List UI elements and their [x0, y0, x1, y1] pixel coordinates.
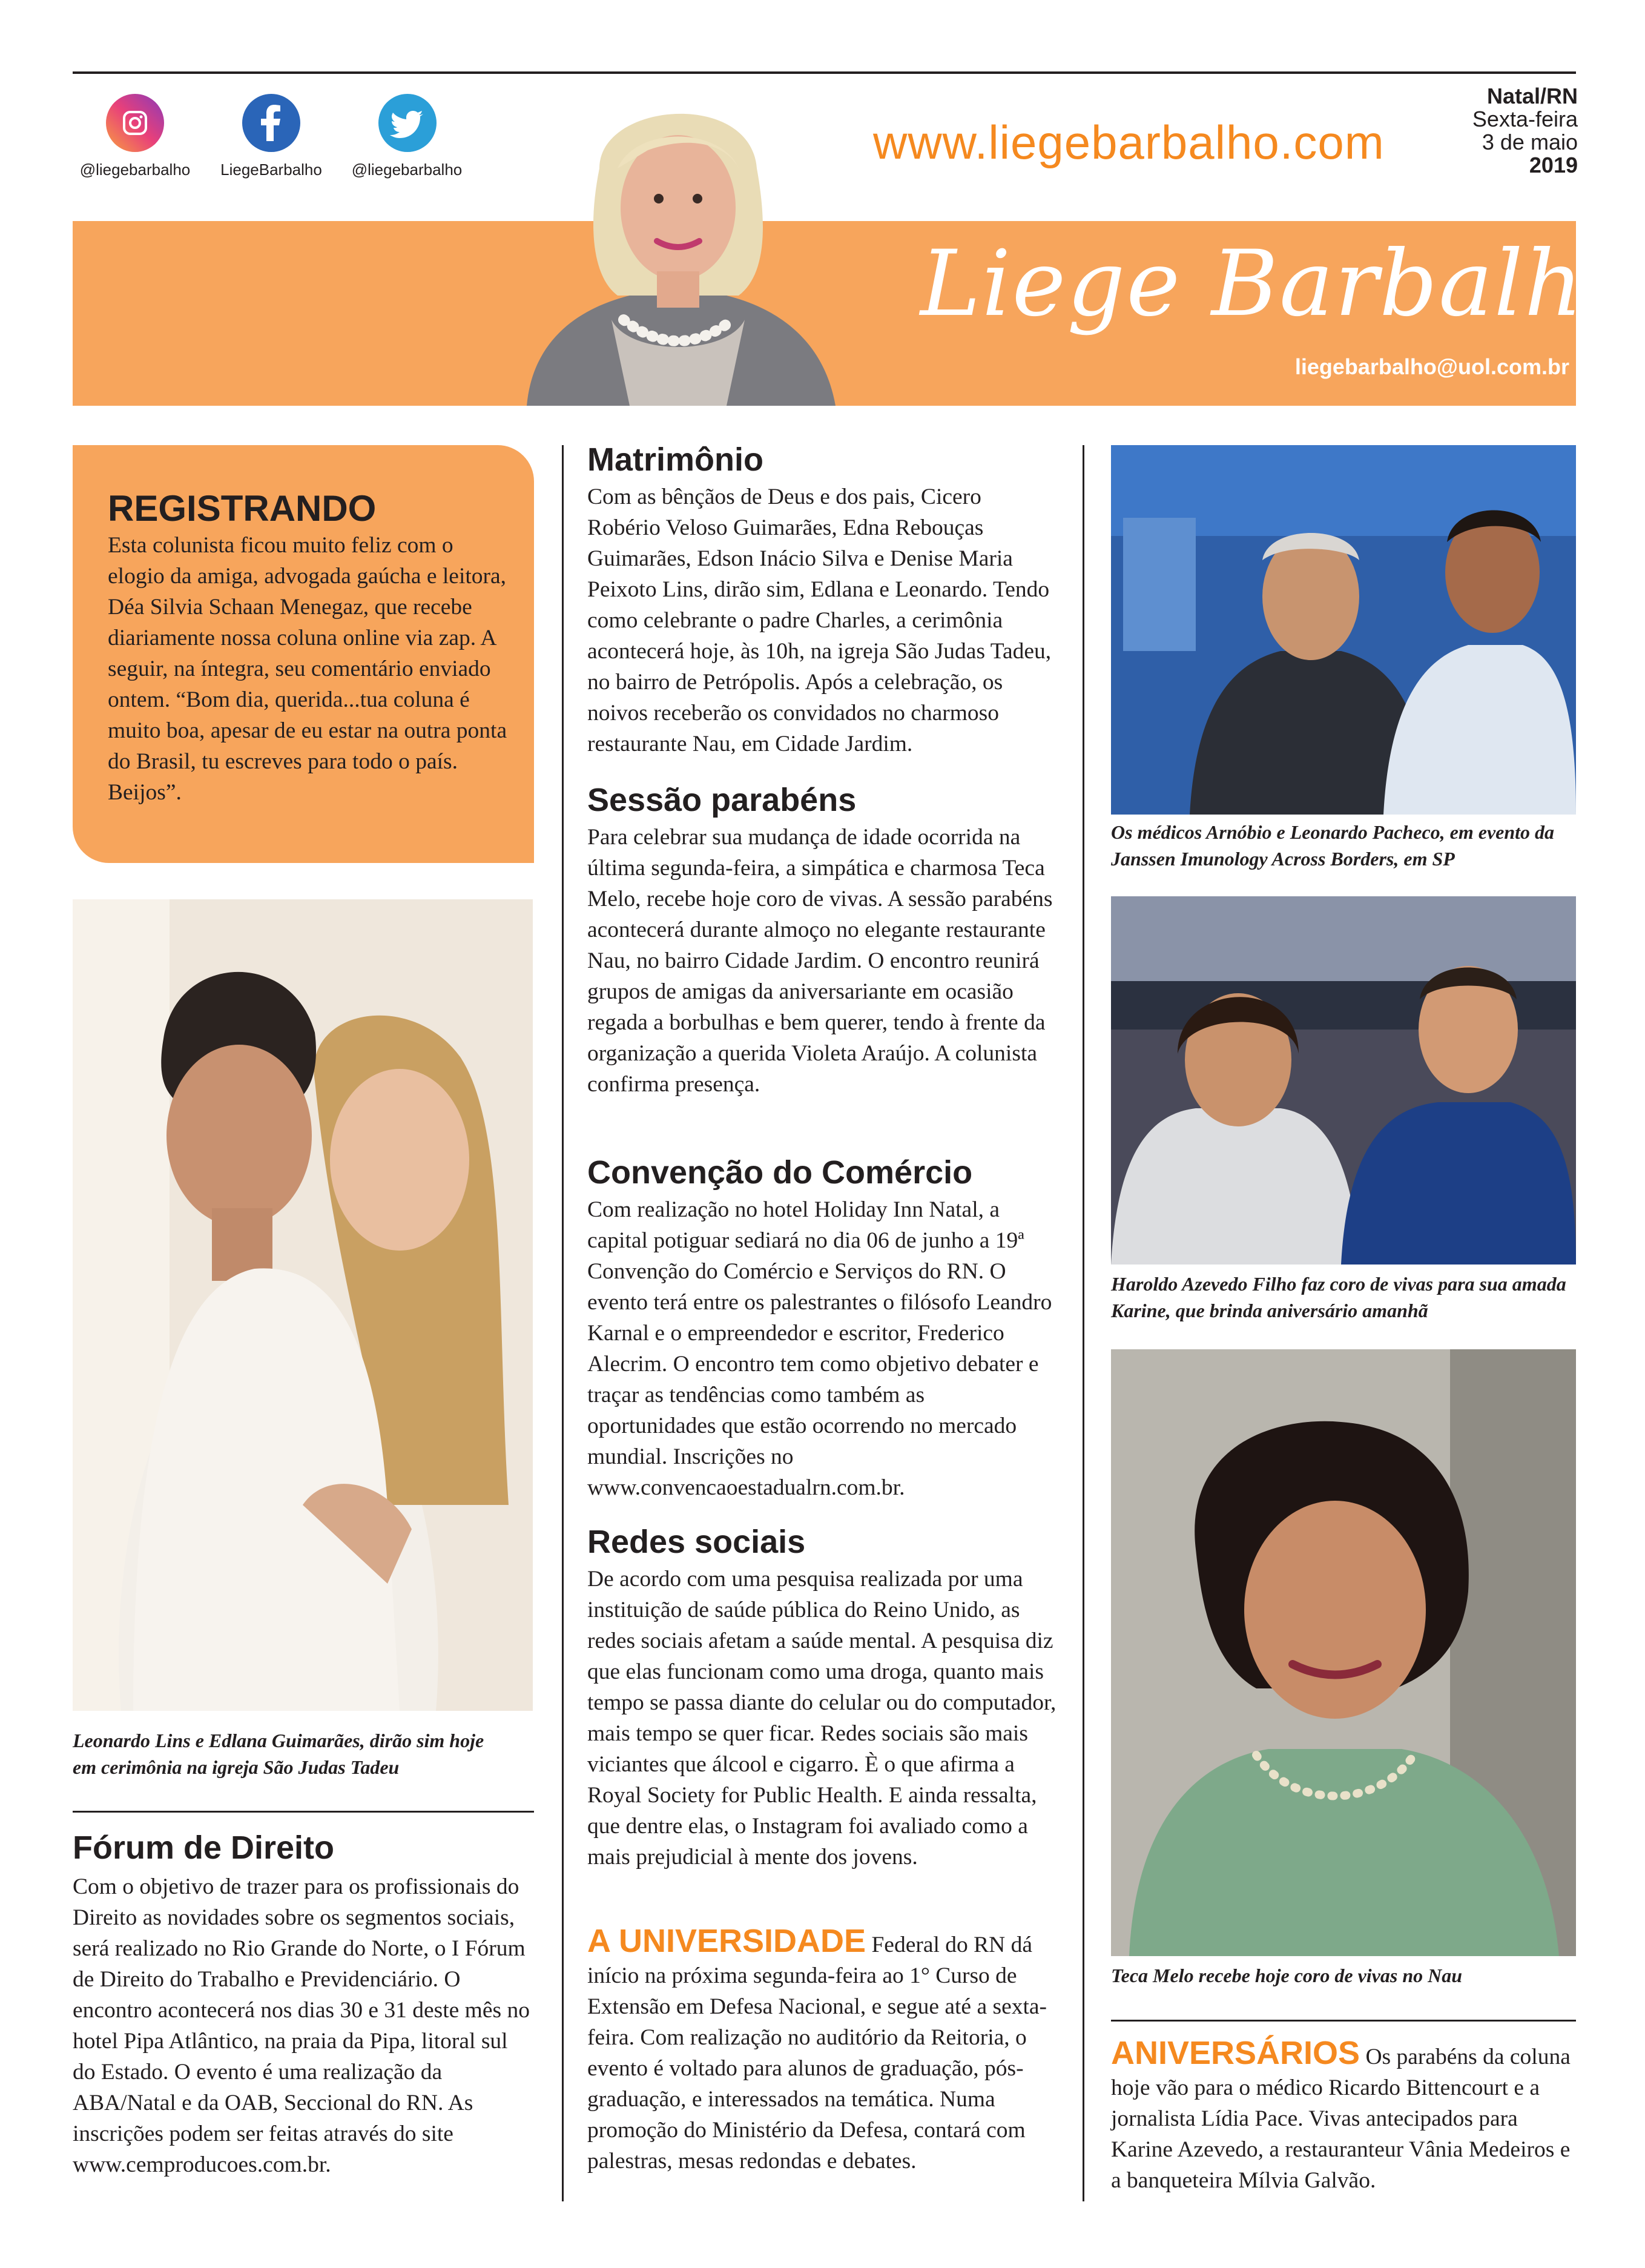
convencao-body: Com realização no hotel Holiday Inn Natal, a capital potiguar sediará no dia 06 de junho a 19ª Convenção do Comércio e Serviços do RN. O evento terá entre os palestrantes o filósofo Leandro Karnal e o empreendedor e escritor, Frederico Alecrim. O encontro tem como objetivo debater e traçar as tendências como também as oportunidades que estão ocorrendo no mercado mundial. Inscrições no www.convencaoestadualrn.com.br.: [587, 1197, 1052, 1500]
redes-body: De acordo com uma pesquisa realizada por uma instituição de saúde pública do Reino Unido, as redes sociais afetam a saúde mental. A pesquisa diz que elas funcionam como uma droga, quanto mais tempo se passa diante do celular ou do computador, mais tempo se quer ficar. Redes sociais são mais viciantes que álcool e cigarro. È o que afirma a Royal Society for Public Health. E ainda ressalta, que dentre elas, o Instagram foi avaliado como a mais prejudicial à mente dos jovens.: [587, 1567, 1057, 1870]
matrimonio-body: Com as bênçãos de Deus e dos pais, Cicero Robério Veloso Guimarães, Edna Rebouças Guimarães, Edson Inácio Silva e Denise Maria Peixoto Lins, dirão sim, Edlana e Leonardo. Tendo como celebrante o padre Charles, a cerimônia acontecerá hoje, às 10h, na igreja São Judas Tadeu, no bairro de Petrópolis. Após a celebração, os noivos receberão os convidados no charmoso restaurante Nau, em Cidade Jardim.: [587, 484, 1052, 756]
dateline-weekday: Sexta-feira: [1472, 107, 1578, 131]
facebook-icon[interactable]: [242, 94, 300, 152]
dateline-date: 3 de maio: [1482, 130, 1578, 154]
registrando-title: REGISTRANDO: [108, 488, 377, 529]
sessao-title: Sessão parabéns: [587, 782, 857, 818]
registrando-body: Esta colunista ficou muito feliz com o elogio da amiga, advogada gaúcha e leitora, Déa Silvia Schaan Menegaz, que recebe diariamente nossa coluna online via zap. A seguir, na íntegra, seu comentário enviado ontem. “Bom dia, querida...tua coluna é muito boa, apesar de eu estar na outra ponta do Brasil, tu escreves para todo o país. Beijos”.: [108, 533, 507, 805]
doctors-photo: [1111, 445, 1576, 815]
teca-caption: Teca Melo recebe hoje coro de vivas no Nau: [1111, 1965, 1463, 1986]
aniversarios-paragraph: [1111, 2035, 1576, 2196]
column-email[interactable]: liegebarbalho@uol.com.br: [1294, 354, 1569, 379]
couple-photo: [73, 899, 533, 1711]
haroldo-caption: Haroldo Azevedo Filho faz coro de vivas para sua amada Karine, que brinda aniversário amanhã: [1111, 1273, 1566, 1321]
column-divider-right: [1083, 445, 1084, 2201]
dateline-year: 2019: [1529, 153, 1578, 177]
dateline-city: Natal/RN: [1486, 84, 1578, 108]
forum-title: Fórum de Direito: [73, 1830, 335, 1866]
aniversarios-lead: ANIVERSÁRIOS: [1111, 2035, 1360, 2071]
universidade-body: Federal do RN dá início na próxima segunda-feira ao 1° Curso de Extensão em Defesa Nacional, e segue até a sexta-feira. Com realização no auditório da Reitoria, o evento é voltado para alunos de graduação, pós-graduação, e interessados na temática. Numa promoção do Ministério da Defesa, contará com palestras, mesas redondas e debates.: [587, 1932, 1047, 2174]
forum-body: Com o objetivo de trazer para os profissionais do Direito as novidades sobre os segmentos sociais, será realizado no Rio Grande do Norte, o I Fórum de Direito do Trabalho e Previdenciário. O encontro acontecerá nos dias 30 e 31 deste mês no hotel Pipa Atlântico, na praia da Pipa, litoral sul do Estado. O evento é uma realização da ABA/Natal e da OAB, Seccional do RN. As inscrições podem ser feitas através do site www.cemproducoes.com.br.: [73, 1874, 530, 2177]
redes-title: Redes sociais: [587, 1524, 806, 1560]
facebook-handle: LiegeBarbalho: [220, 160, 322, 179]
convencao-title: Convenção do Comércio: [587, 1154, 973, 1191]
aniversarios-body: Os parabéns da coluna hoje vão para o médico Ricardo Bittencourt e a jornalista Lídia Pace. Vivas antecipados para Karine Azevedo, a restauranteur Vânia Medeiros e a banqueteira Mílvia Galvão.: [1111, 2045, 1571, 2193]
doctors-caption: Os médicos Arnóbio e Leonardo Pacheco, em evento da Janssen Imunology Across Borders, em SP: [1111, 821, 1555, 870]
universidade-paragraph: [587, 1923, 1057, 2177]
sessao-body: Para celebrar sua mudança de idade ocorrida na última segunda-feira, a simpática e charmosa Teca Melo, recebe hoje coro de vivas. A sessão parabéns acontecerá durante almoço no elegante restaurante Nau, no bairro Cidade Jardim. O encontro reunirá grupos de amigas da aniversariante em ocasião regada a borbulhas e bem querer, tendo à frente da organização a querida Violeta Araújo. A colunista confirma presença.: [587, 825, 1053, 1097]
forum-rule: [73, 1811, 534, 1813]
twitter-icon[interactable]: [378, 94, 437, 152]
instagram-icon[interactable]: [106, 94, 164, 152]
couple-caption: Leonardo Lins e Edlana Guimarães, dirão sim hoje em cerimônia na igreja São Judas Tadeu: [73, 1730, 484, 1778]
haroldo-photo: [1111, 896, 1576, 1265]
dateline: [1472, 85, 1578, 177]
matrimonio-title: Matrimônio: [587, 441, 763, 478]
column-brand: Liege Barbalho: [920, 231, 1640, 337]
instagram-handle: @liegebarbalho: [79, 160, 191, 179]
aniversarios-rule: [1111, 2020, 1576, 2022]
column-divider-left: [562, 445, 564, 2201]
top-rule: [73, 71, 1576, 74]
website-url[interactable]: www.liegebarbalho.com: [873, 116, 1385, 169]
teca-photo: [1111, 1349, 1576, 1956]
twitter-handle: @liegebarbalho: [351, 160, 463, 179]
universidade-lead: A UNIVERSIDADE: [587, 1923, 866, 1959]
columnist-portrait: [509, 78, 845, 406]
